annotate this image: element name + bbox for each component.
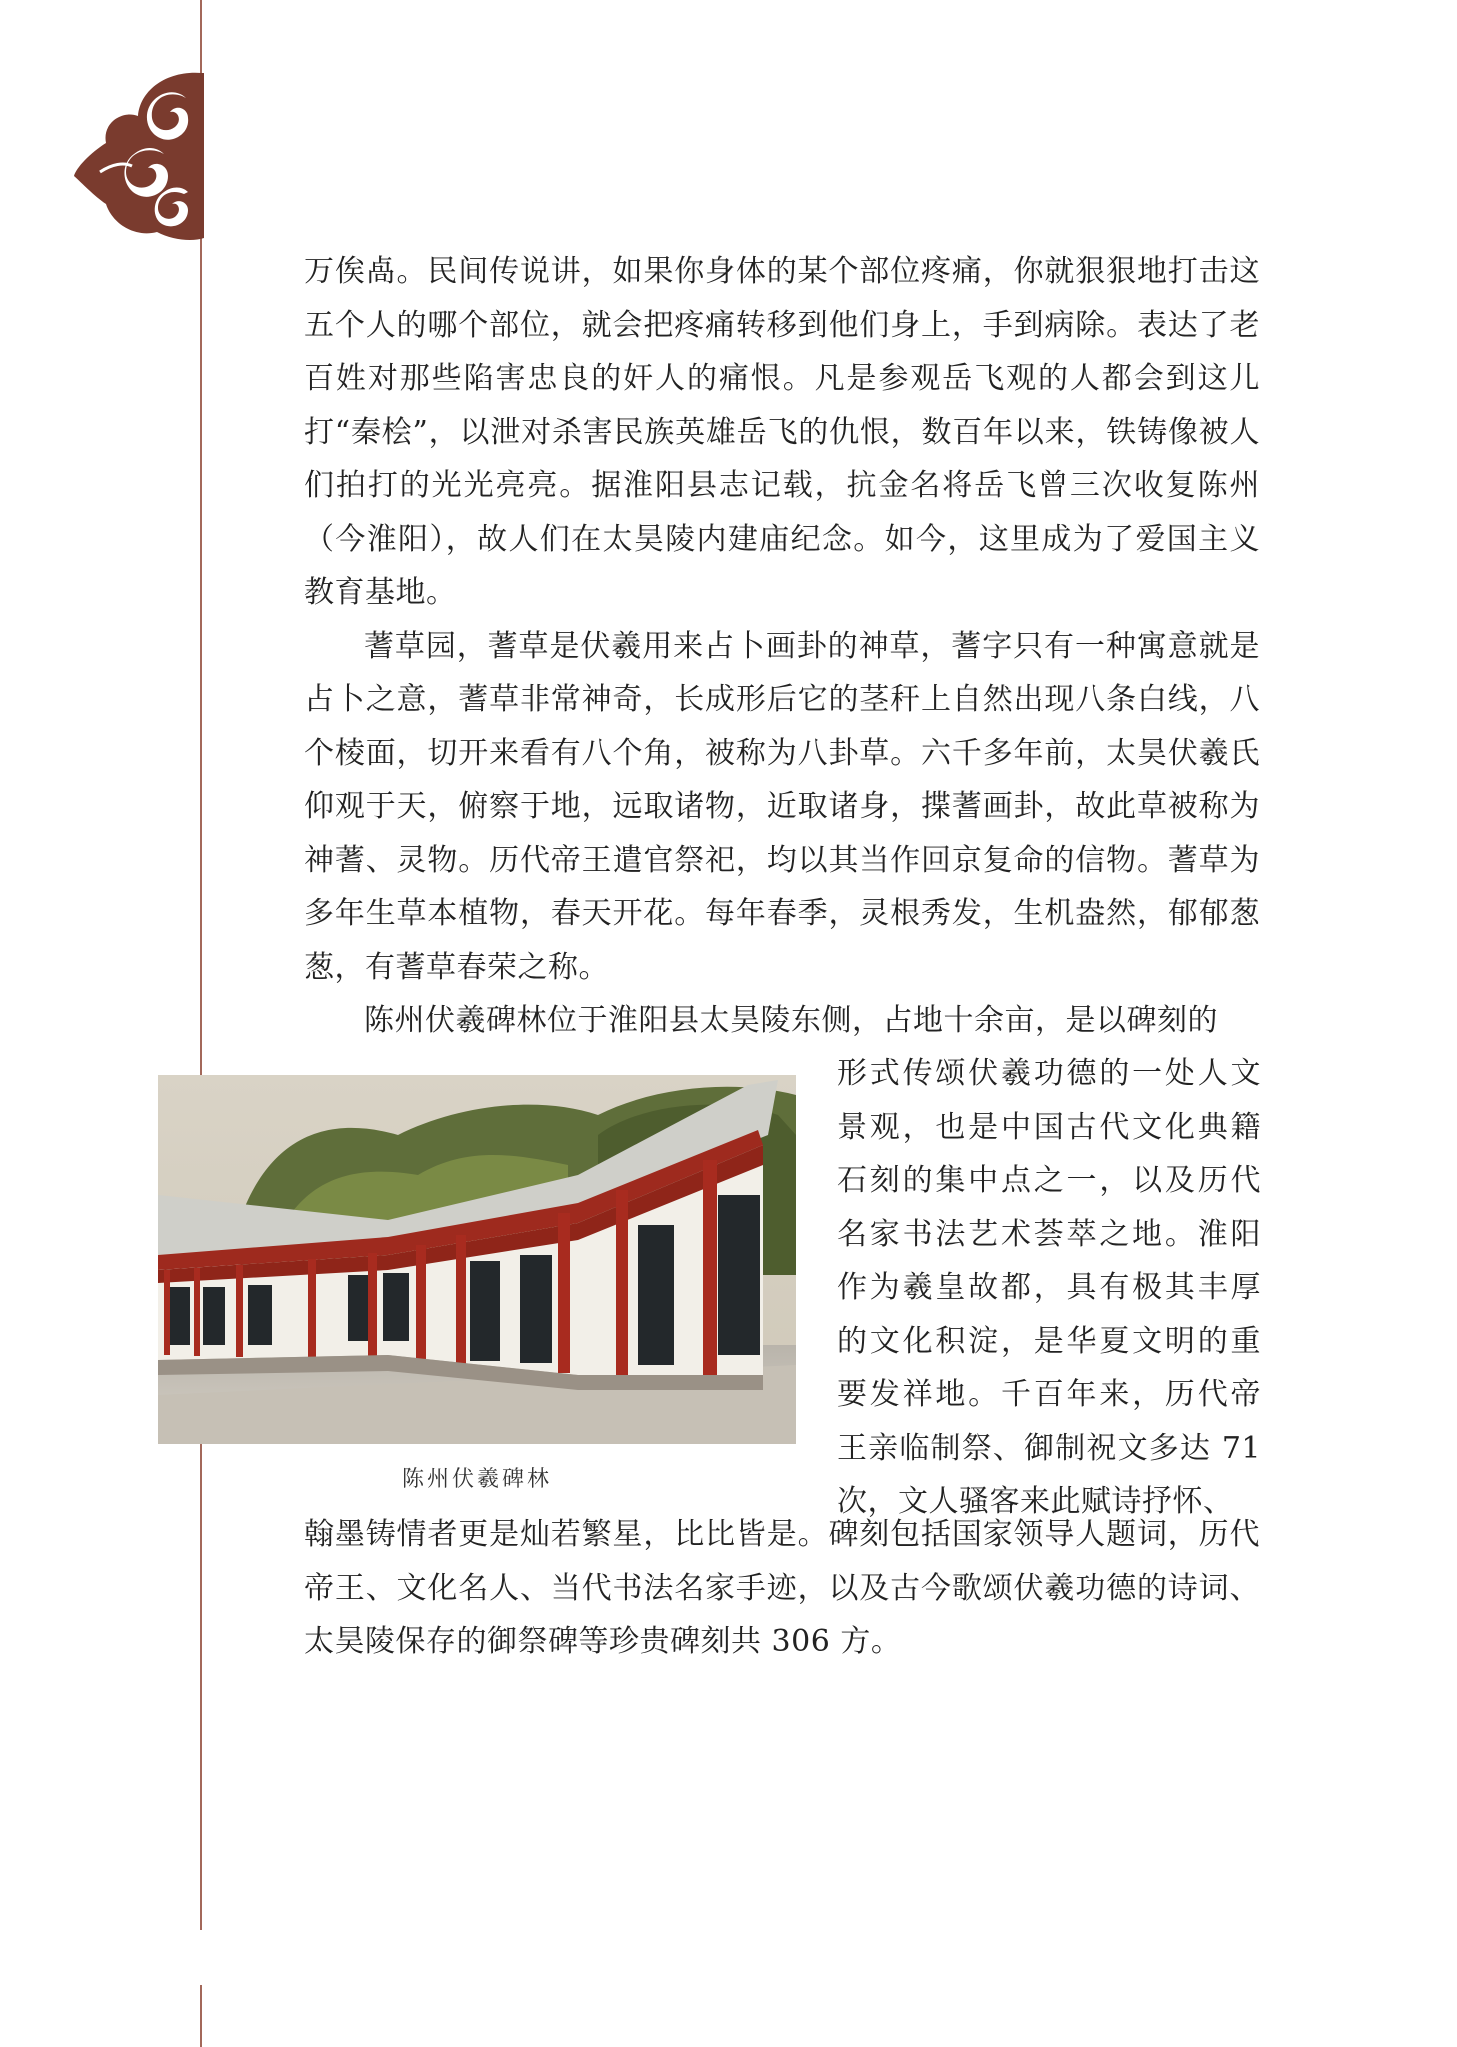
auspicious-cloud-icon (72, 68, 207, 243)
body-text-top (304, 245, 1260, 1048)
margin-rule-bottom (200, 1985, 202, 2047)
body-text-bottom (304, 1508, 1260, 1669)
photo-caption: 陈州伏羲碑林 (401, 1467, 552, 1492)
paragraph-stele-forest-tail: 翰墨铸情者更是灿若繁星，比比皆是。碑刻包括国家领导人题词，历代帝王、文化名人、当代书法名家手迹，以及古今歌颂伏羲功德的诗词、太昊陵保存的御祭碑等珍贵碑刻共 306 方。 (304, 1517, 1260, 1659)
paragraph-stele-forest-wrap: 形式传颂伏羲功德的一处人文景观，也是中国古代文化典籍石刻的集中点之一，以及历代名家书法艺术荟萃之地。淮阳作为羲皇故都，具有极其丰厚的文化积淀，是华夏文明的重要发祥地。千百年来，历代帝王亲临制祭、御制祝文多达 71 次，文人骚客来此赋诗抒怀、 (837, 1056, 1261, 1519)
paragraph-stele-forest-lead: 陈州伏羲碑林位于淮阳县太昊陵东侧，占地十余亩，是以碑刻的 (364, 1003, 1218, 1038)
stele-corridor-image (158, 1075, 796, 1444)
paragraph-yarrow-garden: 蓍草园，蓍草是伏羲用来占卜画卦的神草，蓍字只有一种寓意就是占卜之意，蓍草非常神奇，长成形后它的茎秆上自然出现八条白线，八个棱面，切开来看有八个角，被称为八卦草。六千多年前，太昊伏羲氏仰观于天，俯察于地，远取诸物，近取诸身，揲蓍画卦，故此草被称为神蓍、灵物。历代帝王遣官祭祀，均以其当作回京复命的信物。蓍草为多年生草本植物，春天开花。每年春季，灵根秀发，生机盎然，郁郁葱葱，有蓍草春荣之称。 (304, 628, 1260, 985)
margin-rule-top (200, 0, 202, 1930)
paragraph-yue-fei: 万俟卨。民间传说讲，如果你身体的某个部位疼痛，你就狠狠地打击这五个人的哪个部位，就会把疼痛转移到他们身上，手到病除。表达了老百姓对那些陷害忠良的奸人的痛恨。凡是参观岳飞观的人都会到这儿打“秦桧”，以泄对杀害民族英雄岳飞的仇恨，数百年以来，铁铸像被人们拍打的光光亮亮。据淮阳县志记载，抗金名将岳飞曾三次收复陈州（今淮阳），故人们在太昊陵内建庙纪念。如今，这里成为了爱国主义教育基地。 (304, 254, 1260, 610)
stele-forest-photo (158, 1075, 796, 1444)
